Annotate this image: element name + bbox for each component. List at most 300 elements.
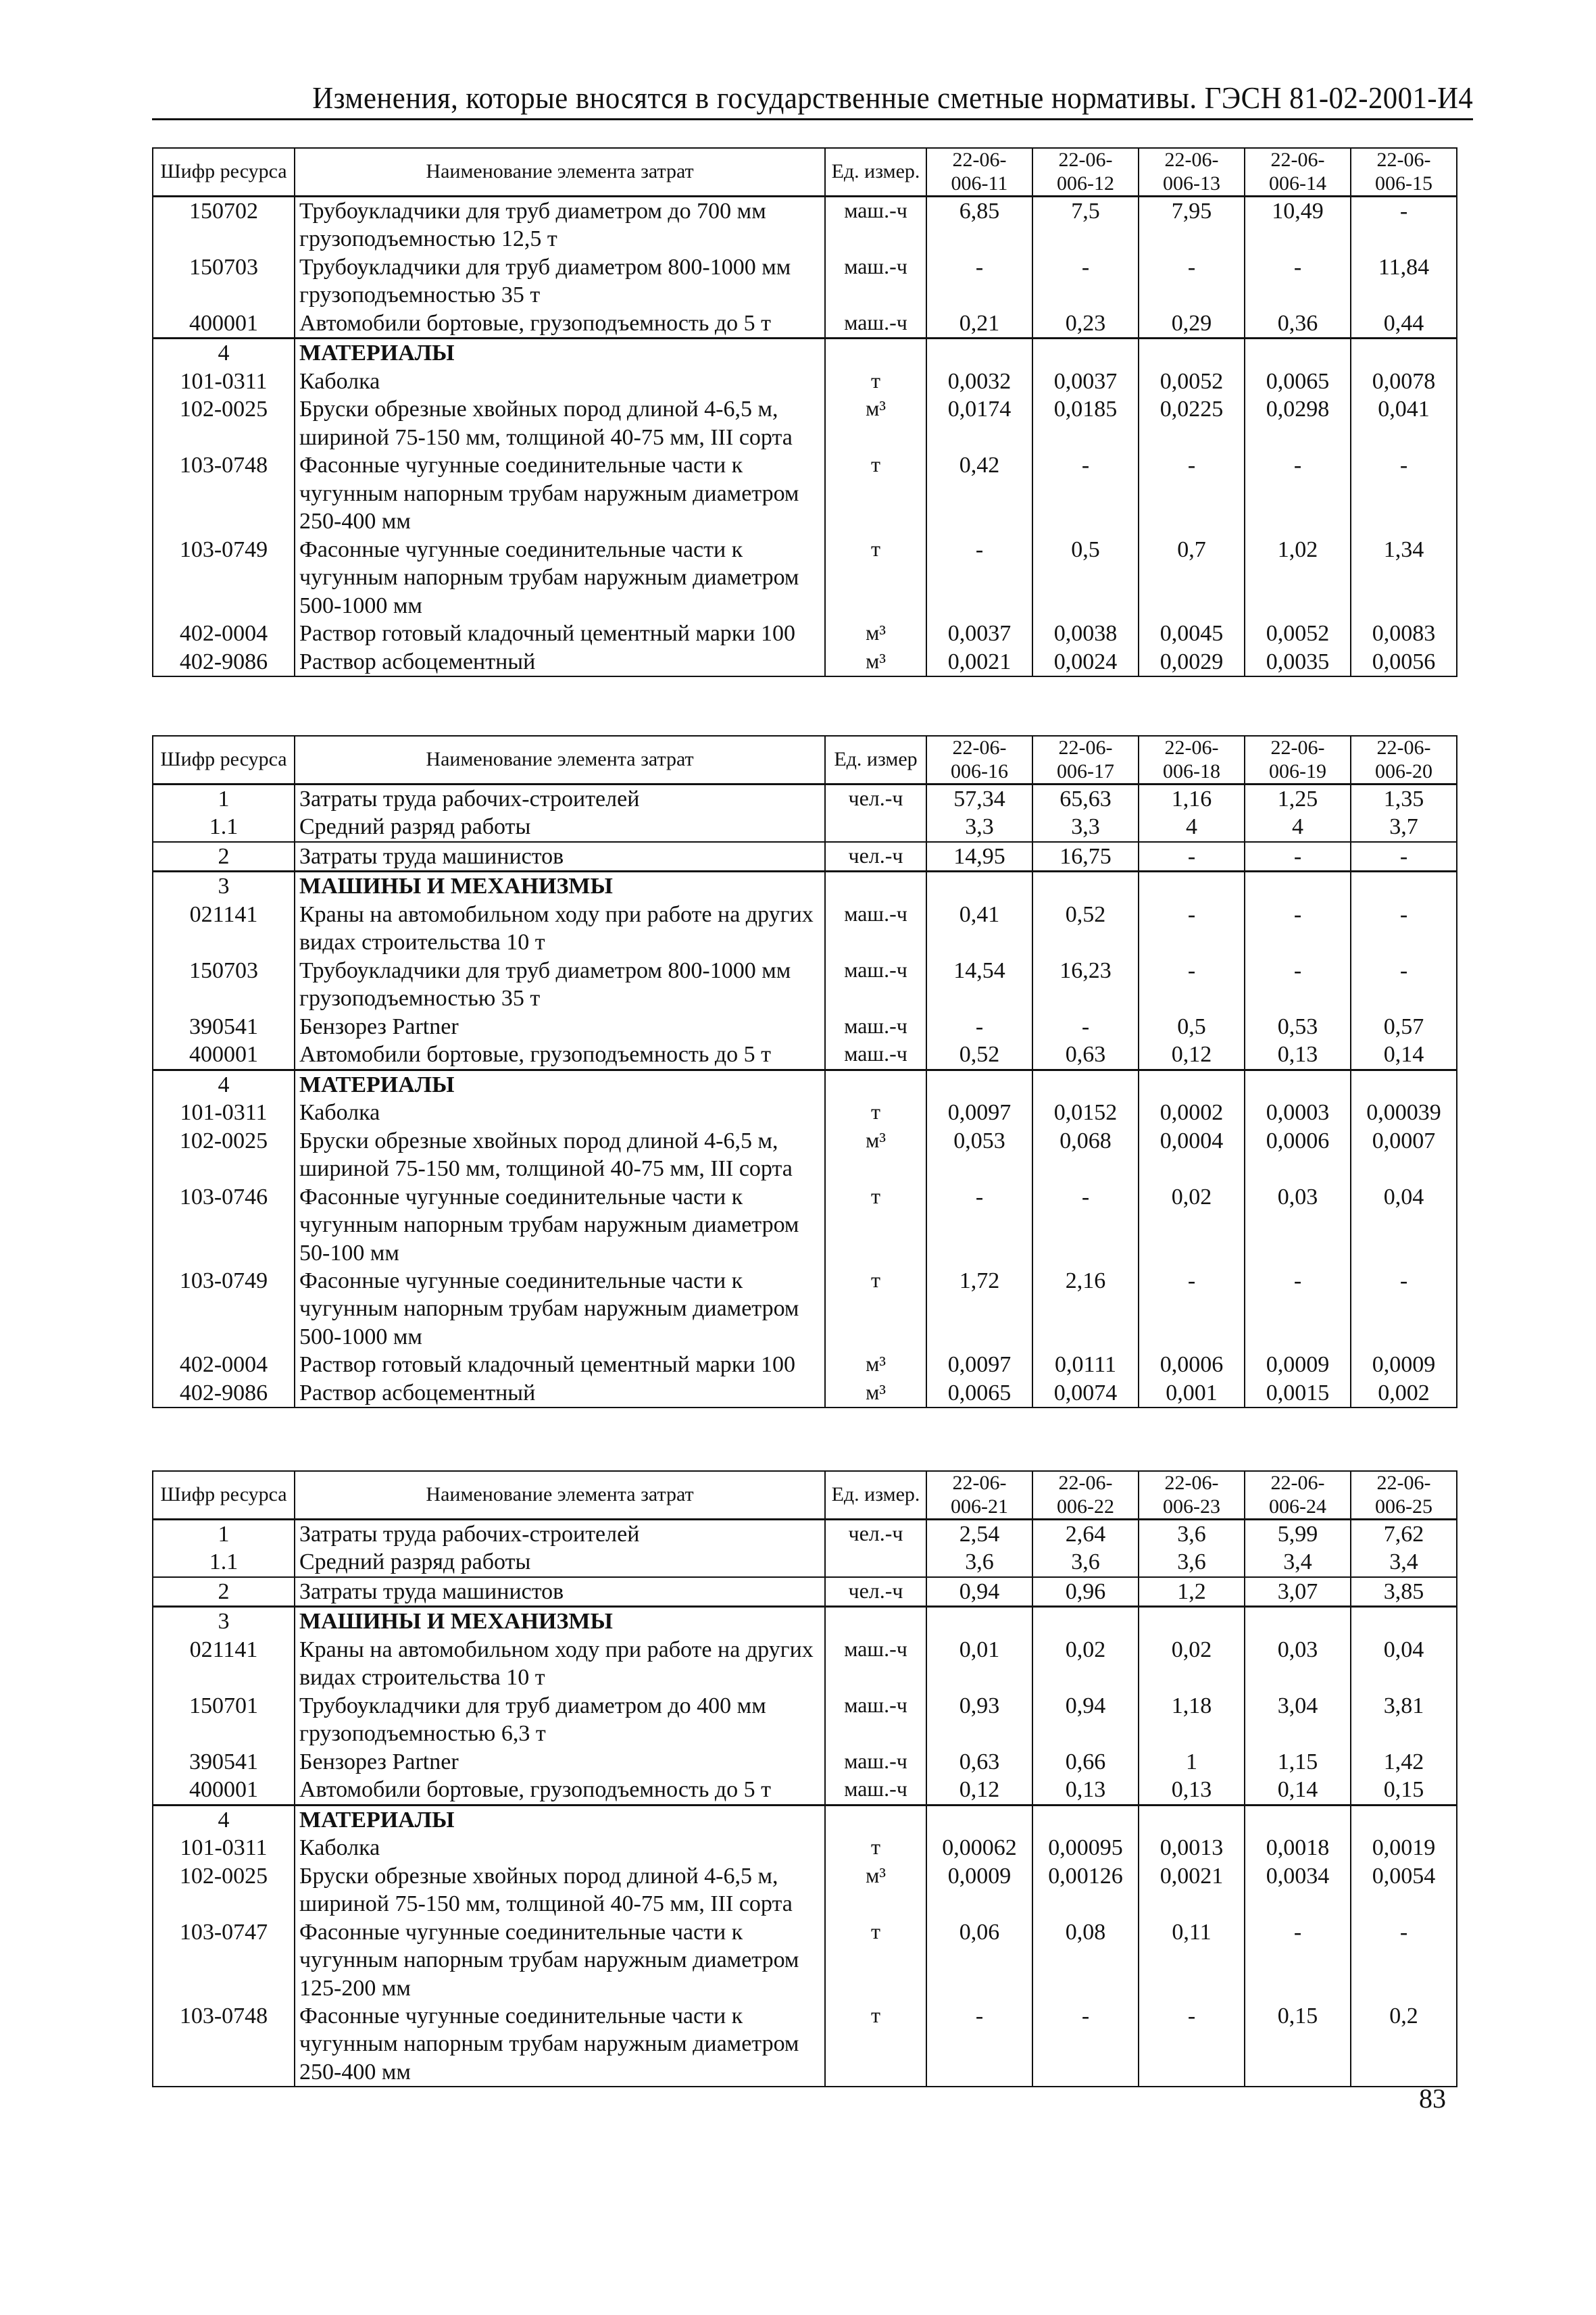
norm-value: -	[926, 253, 1032, 309]
resource-row	[153, 1351, 1457, 1378]
norm-value: 0,0097	[926, 1099, 1032, 1126]
resource-code: 103-0748	[153, 2002, 295, 2087]
norm-value: 3,3	[1032, 813, 1139, 841]
norm-value: -	[926, 2002, 1032, 2087]
unit-of-measure: маш.-ч	[825, 957, 926, 1013]
resource-name: Фасонные чугунные соединительные части к чугунным напорным трубам наружным диаметром 250-400 мм	[295, 451, 825, 535]
norm-value	[1351, 339, 1457, 368]
resource-row	[153, 901, 1457, 957]
norm-value: 0,0009	[1245, 1351, 1351, 1378]
unit-of-measure	[825, 1805, 926, 1834]
resource-row	[153, 785, 1457, 814]
norm-value: -	[1139, 1267, 1245, 1351]
resource-code: 402-9086	[153, 1379, 295, 1408]
resource-row	[153, 1776, 1457, 1805]
norm-value: 1,2	[1139, 1577, 1245, 1607]
resource-name: Раствор готовый кладочный цементный марки 100	[295, 620, 825, 647]
norm-value: 0,0032	[926, 368, 1032, 395]
section-row	[153, 339, 1457, 368]
resource-name: Средний разряд работы	[295, 1548, 825, 1576]
norm-value: 0,13	[1139, 1776, 1245, 1805]
column-header-code: Шифр ресурса	[153, 148, 295, 197]
resource-code: 103-0749	[153, 1267, 295, 1351]
norm-value	[1032, 872, 1139, 901]
page-header	[152, 80, 1473, 120]
norm-value: 14,54	[926, 957, 1032, 1013]
norm-value: 0,36	[1245, 309, 1351, 339]
resource-code: 102-0025	[153, 395, 295, 451]
norm-value	[1351, 1070, 1457, 1099]
resource-name: Трубоукладчики для труб диаметром до 700 мм грузоподъемностью 12,5 т	[295, 197, 825, 253]
unit-of-measure: т	[825, 1099, 926, 1126]
section-row	[153, 1070, 1457, 1099]
norm-value: -	[1351, 1918, 1457, 2002]
norm-value	[926, 339, 1032, 368]
resource-table	[152, 1470, 1457, 2087]
unit-of-measure: чел.-ч	[825, 1577, 926, 1607]
resource-row	[153, 1013, 1457, 1041]
resource-name: Раствор асбоцементный	[295, 648, 825, 676]
norm-value: 0,06	[926, 1918, 1032, 2002]
norm-value	[926, 1805, 1032, 1834]
norm-value: 0,0111	[1032, 1351, 1139, 1378]
norm-value: -	[1351, 1267, 1457, 1351]
resource-name: Фасонные чугунные соединительные части к чугунным напорным трубам наружным диаметром 125-200 мм	[295, 1918, 825, 2002]
resource-row	[153, 536, 1457, 620]
norm-value: -	[1245, 1918, 1351, 2002]
resource-row	[153, 197, 1457, 253]
norm-value: 1,15	[1245, 1748, 1351, 1776]
norm-value: 1	[1139, 1748, 1245, 1776]
norm-value: -	[926, 536, 1032, 620]
norm-value: 0,23	[1032, 309, 1139, 339]
norm-value: 0,0009	[1351, 1351, 1457, 1378]
norm-value: 6,85	[926, 197, 1032, 253]
norm-value: 0,0037	[1032, 368, 1139, 395]
norm-value: 14,95	[926, 842, 1032, 872]
resource-code: 2	[153, 842, 295, 872]
norm-value: 11,84	[1351, 253, 1457, 309]
column-header-code: Шифр ресурса	[153, 736, 295, 785]
norm-value: 0,04	[1351, 1183, 1457, 1267]
norm-value: 0,29	[1139, 309, 1245, 339]
column-header-name: Наименование элемента затрат	[295, 736, 825, 785]
norm-value	[1032, 1607, 1139, 1636]
norm-value: -	[1245, 901, 1351, 957]
norm-code-header: 22-06- 006-19	[1245, 736, 1351, 785]
resource-name: Фасонные чугунные соединительные части к чугунным напорным трубам наружным диаметром 500-1000 мм	[295, 1267, 825, 1351]
resource-row	[153, 1748, 1457, 1776]
resource-name: Бензорез Partner	[295, 1013, 825, 1041]
unit-of-measure: т	[825, 1918, 926, 2002]
norm-value: -	[1351, 901, 1457, 957]
norm-value: 0,0024	[1032, 648, 1139, 676]
norm-value: -	[1139, 253, 1245, 309]
norm-value: 3,7	[1351, 813, 1457, 841]
norm-value: 3,4	[1351, 1548, 1457, 1576]
norm-value: 0,14	[1245, 1776, 1351, 1805]
norm-value: 0,0097	[926, 1351, 1032, 1378]
norm-value: 0,63	[926, 1748, 1032, 1776]
column-header-unit: Ед. измер.	[825, 148, 926, 197]
norm-value	[1245, 1805, 1351, 1834]
unit-of-measure: чел.-ч	[825, 842, 926, 872]
norm-code-header: 22-06- 006-25	[1351, 1471, 1457, 1520]
section-title: МАТЕРИАЛЫ	[295, 339, 825, 368]
norm-value: 0,001	[1139, 1379, 1245, 1408]
unit-of-measure	[825, 1548, 926, 1576]
norm-code-header: 22-06- 006-15	[1351, 148, 1457, 197]
unit-of-measure: маш.-ч	[825, 1748, 926, 1776]
resource-name: Бруски обрезные хвойных пород длиной 4-6,5 м, шириной 75-150 мм, толщиной 40-75 мм, III сорта	[295, 395, 825, 451]
resource-row	[153, 1548, 1457, 1576]
resource-code: 102-0025	[153, 1127, 295, 1183]
norm-value: 1,18	[1139, 1692, 1245, 1748]
resource-row	[153, 309, 1457, 339]
resource-name: Автомобили бортовые, грузоподъемность до 5 т	[295, 1041, 825, 1070]
norm-value: 0,0019	[1351, 1834, 1457, 1862]
norm-value: 0,0065	[1245, 368, 1351, 395]
resource-row	[153, 1041, 1457, 1070]
resource-name: Бензорез Partner	[295, 1748, 825, 1776]
resource-code: 400001	[153, 309, 295, 339]
resource-row	[153, 648, 1457, 676]
norm-value: 0,04	[1351, 1636, 1457, 1692]
norm-value: 0,0298	[1245, 395, 1351, 451]
norm-value: 0,0015	[1245, 1379, 1351, 1408]
norm-value: 0,14	[1351, 1041, 1457, 1070]
resource-code: 1	[153, 1520, 295, 1549]
norm-value: 0,7	[1139, 536, 1245, 620]
norm-value	[1139, 872, 1245, 901]
norm-value: 0,0225	[1139, 395, 1245, 451]
norm-value: 0,13	[1245, 1041, 1351, 1070]
resource-row	[153, 620, 1457, 647]
resource-row	[153, 253, 1457, 309]
norm-value: 1,34	[1351, 536, 1457, 620]
page-number: 83	[1419, 2083, 1446, 2114]
resource-code: 103-0746	[153, 1183, 295, 1267]
unit-of-measure: т	[825, 368, 926, 395]
norm-value: 0,0065	[926, 1379, 1032, 1408]
resource-code: 1	[153, 785, 295, 814]
resource-code: 402-9086	[153, 648, 295, 676]
norm-value: -	[1351, 842, 1457, 872]
norm-value: 0,52	[926, 1041, 1032, 1070]
norm-value: 0,0006	[1139, 1351, 1245, 1378]
norm-value	[1139, 1607, 1245, 1636]
norm-value: -	[1245, 842, 1351, 872]
norm-value: 0,42	[926, 451, 1032, 535]
norm-value: 0,0078	[1351, 368, 1457, 395]
unit-of-measure: м³	[825, 1351, 926, 1378]
norm-value: 2,64	[1032, 1520, 1139, 1549]
norm-value: 0,02	[1139, 1183, 1245, 1267]
norm-value: -	[1032, 253, 1139, 309]
unit-of-measure	[825, 813, 926, 841]
norm-value: 2,54	[926, 1520, 1032, 1549]
norm-value: 0,0056	[1351, 648, 1457, 676]
norm-value: 0,041	[1351, 395, 1457, 451]
resource-name: Раствор асбоцементный	[295, 1379, 825, 1408]
resource-row	[153, 957, 1457, 1013]
resource-table	[152, 147, 1457, 677]
norm-value: -	[1032, 2002, 1139, 2087]
unit-of-measure: маш.-ч	[825, 901, 926, 957]
norm-value: 1,02	[1245, 536, 1351, 620]
norm-value: 0,5	[1032, 536, 1139, 620]
unit-of-measure: чел.-ч	[825, 1520, 926, 1549]
table-header-row	[153, 148, 1457, 197]
section-title: МАШИНЫ И МЕХАНИЗМЫ	[295, 1607, 825, 1636]
norm-value: 0,0038	[1032, 620, 1139, 647]
unit-of-measure: маш.-ч	[825, 1041, 926, 1070]
resource-code: 150702	[153, 197, 295, 253]
norm-value: 0,0054	[1351, 1862, 1457, 1918]
norm-value: 0,0006	[1245, 1127, 1351, 1183]
column-header-name: Наименование элемента затрат	[295, 148, 825, 197]
norm-value: 0,0034	[1245, 1862, 1351, 1918]
resource-row	[153, 1099, 1457, 1126]
resource-name: Затраты труда машинистов	[295, 842, 825, 872]
norm-code-header: 22-06- 006-24	[1245, 1471, 1351, 1520]
norm-value	[926, 1070, 1032, 1099]
norm-value: 1,72	[926, 1267, 1032, 1351]
norm-value: 0,0074	[1032, 1379, 1139, 1408]
norm-code-header: 22-06- 006-22	[1032, 1471, 1139, 1520]
norm-value: 4	[1245, 813, 1351, 841]
resource-code: 101-0311	[153, 1099, 295, 1126]
norm-value: 0,0185	[1032, 395, 1139, 451]
norm-value	[926, 872, 1032, 901]
norm-value: 0,21	[926, 309, 1032, 339]
norm-value: 3,6	[1139, 1520, 1245, 1549]
norm-code-header: 22-06- 006-17	[1032, 736, 1139, 785]
norm-value: 0,068	[1032, 1127, 1139, 1183]
norm-value: 3,4	[1245, 1548, 1351, 1576]
unit-of-measure: т	[825, 1267, 926, 1351]
norm-value: 0,0083	[1351, 620, 1457, 647]
unit-of-measure: м³	[825, 395, 926, 451]
unit-of-measure: маш.-ч	[825, 1776, 926, 1805]
norm-value	[1139, 1070, 1245, 1099]
norm-value: 0,08	[1032, 1918, 1139, 2002]
resource-row	[153, 1862, 1457, 1918]
resource-name: Бруски обрезные хвойных пород длиной 4-6,5 м, шириной 75-150 мм, толщиной 40-75 мм, III сорта	[295, 1127, 825, 1183]
resource-code: 4	[153, 1805, 295, 1834]
norm-value: 0,0035	[1245, 648, 1351, 676]
unit-of-measure: маш.-ч	[825, 1636, 926, 1692]
resource-code: 390541	[153, 1013, 295, 1041]
column-header-name: Наименование элемента затрат	[295, 1471, 825, 1520]
norm-value: 3,6	[926, 1548, 1032, 1576]
resource-row	[153, 451, 1457, 535]
resource-code: 150703	[153, 253, 295, 309]
norm-value: -	[1351, 197, 1457, 253]
norm-value: -	[926, 1183, 1032, 1267]
norm-value: 0,52	[1032, 901, 1139, 957]
norm-value	[1351, 1805, 1457, 1834]
unit-of-measure: т	[825, 451, 926, 535]
resource-row	[153, 368, 1457, 395]
norm-value: -	[1032, 451, 1139, 535]
norm-value: 0,41	[926, 901, 1032, 957]
unit-of-measure	[825, 339, 926, 368]
resource-name: Трубоукладчики для труб диаметром до 400 мм грузоподъемностью 6,3 т	[295, 1692, 825, 1748]
resource-name: Бруски обрезные хвойных пород длиной 4-6,5 м, шириной 75-150 мм, толщиной 40-75 мм, III сорта	[295, 1862, 825, 1918]
norm-value: 0,0037	[926, 620, 1032, 647]
norm-value: 10,49	[1245, 197, 1351, 253]
norm-value: 0,0021	[1139, 1862, 1245, 1918]
norm-value: 3,07	[1245, 1577, 1351, 1607]
norm-value: -	[926, 1013, 1032, 1041]
resource-row	[153, 842, 1457, 872]
norm-value	[1245, 339, 1351, 368]
norm-value: 0,15	[1245, 2002, 1351, 2087]
norm-value: -	[1032, 1183, 1139, 1267]
norm-value: 0,053	[926, 1127, 1032, 1183]
resource-name: Автомобили бортовые, грузоподъемность до 5 т	[295, 309, 825, 339]
norm-value	[1032, 1070, 1139, 1099]
resource-code: 400001	[153, 1776, 295, 1805]
resource-name: Раствор готовый кладочный цементный марки 100	[295, 1351, 825, 1378]
unit-of-measure: м³	[825, 1379, 926, 1408]
norm-value: 0,02	[1139, 1636, 1245, 1692]
resource-name: Краны на автомобильном ходу при работе на других видах строительства 10 т	[295, 1636, 825, 1692]
norm-value	[1351, 872, 1457, 901]
resource-name: Каболка	[295, 1099, 825, 1126]
unit-of-measure: маш.-ч	[825, 1013, 926, 1041]
norm-value: 0,0004	[1139, 1127, 1245, 1183]
norm-code-header: 22-06- 006-12	[1032, 148, 1139, 197]
norm-value: 57,34	[926, 785, 1032, 814]
norm-value: 2,16	[1032, 1267, 1139, 1351]
section-title: МАТЕРИАЛЫ	[295, 1070, 825, 1099]
norm-value: 0,0007	[1351, 1127, 1457, 1183]
norm-value	[1139, 1805, 1245, 1834]
norm-value: 7,62	[1351, 1520, 1457, 1549]
resource-row	[153, 395, 1457, 451]
norm-value: 3,3	[926, 813, 1032, 841]
norm-value: 0,12	[1139, 1041, 1245, 1070]
norm-value: 3,6	[1032, 1548, 1139, 1576]
table-header-row	[153, 1471, 1457, 1520]
resource-name: Каболка	[295, 1834, 825, 1862]
norm-value: -	[1032, 1013, 1139, 1041]
resource-row	[153, 1379, 1457, 1408]
norm-value: 0,63	[1032, 1041, 1139, 1070]
norm-value: -	[1351, 957, 1457, 1013]
resource-name: Средний разряд работы	[295, 813, 825, 841]
norm-value: -	[1245, 1267, 1351, 1351]
resource-code: 101-0311	[153, 368, 295, 395]
norm-value: -	[1245, 451, 1351, 535]
norm-value: 0,0018	[1245, 1834, 1351, 1862]
norm-value: 0,13	[1032, 1776, 1139, 1805]
resource-code: 021141	[153, 1636, 295, 1692]
norm-code-header: 22-06- 006-16	[926, 736, 1032, 785]
norm-value: 0,96	[1032, 1577, 1139, 1607]
column-header-unit: Ед. измер	[825, 736, 926, 785]
resource-code: 103-0747	[153, 1918, 295, 2002]
unit-of-measure: т	[825, 536, 926, 620]
resource-name: Краны на автомобильном ходу при работе на других видах строительства 10 т	[295, 901, 825, 957]
unit-of-measure: маш.-ч	[825, 253, 926, 309]
norm-value: 0,0013	[1139, 1834, 1245, 1862]
unit-of-measure: маш.-ч	[825, 197, 926, 253]
norm-value: 7,5	[1032, 197, 1139, 253]
resource-code: 1.1	[153, 1548, 295, 1576]
norm-code-header: 22-06- 006-13	[1139, 148, 1245, 197]
resource-code: 101-0311	[153, 1834, 295, 1862]
resource-table	[152, 735, 1457, 1408]
resource-row	[153, 1520, 1457, 1549]
resource-row	[153, 2002, 1457, 2087]
resource-name: Каболка	[295, 368, 825, 395]
norm-value: 16,75	[1032, 842, 1139, 872]
resource-code: 3	[153, 872, 295, 901]
section-title: МАТЕРИАЛЫ	[295, 1805, 825, 1834]
section-row	[153, 872, 1457, 901]
resource-row	[153, 1183, 1457, 1267]
norm-value: 3,6	[1139, 1548, 1245, 1576]
resource-row	[153, 1918, 1457, 2002]
unit-of-measure: т	[825, 1834, 926, 1862]
norm-value: 3,81	[1351, 1692, 1457, 1748]
document-title: Изменения, которые вносятся в государственные сметные нормативы. ГЭСН 81-02-2001-И4	[312, 80, 1473, 115]
resource-code: 102-0025	[153, 1862, 295, 1918]
norm-value: 3,04	[1245, 1692, 1351, 1748]
unit-of-measure: м³	[825, 1127, 926, 1183]
resource-code: 150703	[153, 957, 295, 1013]
norm-value: 0,00039	[1351, 1099, 1457, 1126]
unit-of-measure	[825, 1070, 926, 1099]
norm-value: 0,12	[926, 1776, 1032, 1805]
resource-code: 021141	[153, 901, 295, 957]
norm-value: 1,35	[1351, 785, 1457, 814]
norm-value: -	[1139, 451, 1245, 535]
norm-value: -	[1245, 957, 1351, 1013]
resource-row	[153, 813, 1457, 841]
resource-name: Затраты труда машинистов	[295, 1577, 825, 1607]
resource-code: 2	[153, 1577, 295, 1607]
unit-of-measure: т	[825, 2002, 926, 2087]
resource-row	[153, 1834, 1457, 1862]
resource-code: 390541	[153, 1748, 295, 1776]
norm-code-header: 22-06- 006-11	[926, 148, 1032, 197]
norm-value: 16,23	[1032, 957, 1139, 1013]
norm-value	[1351, 1607, 1457, 1636]
norm-value: 0,0003	[1245, 1099, 1351, 1126]
unit-of-measure	[825, 872, 926, 901]
norm-value: 0,01	[926, 1636, 1032, 1692]
resource-row	[153, 1636, 1457, 1692]
column-header-unit: Ед. измер.	[825, 1471, 926, 1520]
norm-value: 0,002	[1351, 1379, 1457, 1408]
resource-row	[153, 1692, 1457, 1748]
norm-value: -	[1139, 901, 1245, 957]
norm-value: 0,0052	[1139, 368, 1245, 395]
norm-value: 1,16	[1139, 785, 1245, 814]
norm-value: 0,03	[1245, 1636, 1351, 1692]
resource-row	[153, 1577, 1457, 1607]
norm-value: 0,02	[1032, 1636, 1139, 1692]
norm-value: 3,85	[1351, 1577, 1457, 1607]
column-header-code: Шифр ресурса	[153, 1471, 295, 1520]
norm-value: 0,53	[1245, 1013, 1351, 1041]
table-header-row	[153, 736, 1457, 785]
norm-value: 0,03	[1245, 1183, 1351, 1267]
